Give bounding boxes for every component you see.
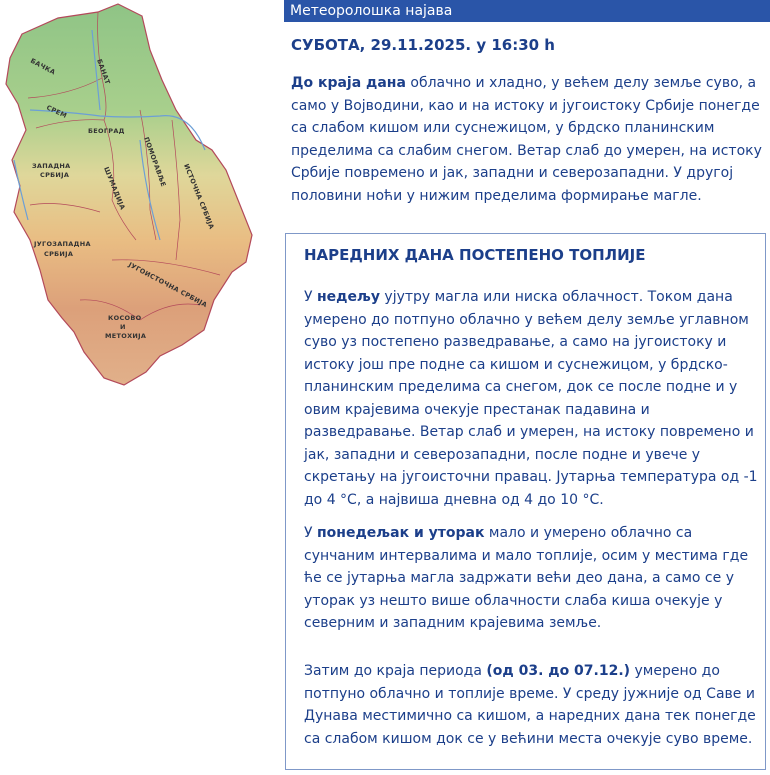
- label-kosovo-2: И: [120, 323, 126, 331]
- label-kosovo-3: МЕТОХИЈА: [105, 332, 147, 340]
- p3-pre: Затим до краја периода: [304, 663, 487, 679]
- serbia-region-map: [0, 0, 280, 395]
- label-istocna: ИСТОЧНА СРБИЈА: [182, 162, 216, 231]
- today-text: облачно и хладно, у већем делу земље суво, а само у Војводини, као и на истоку и југоистоку Србије понегде са слабом кишом или суснежицом, у брдско планинским пределима са слабим снегом. Ветар слаб до умерен, на истоку Србије повремено и јак, западни и северозападни. У другој половини ноћи у нижим пределима формирање магле.: [291, 75, 762, 204]
- p2-bold: понедељак и уторак: [316, 525, 485, 541]
- outlook-box: [285, 233, 766, 770]
- p3-text: умерено до потпуно облачно и топлије време. У среду јужније од Саве и Дунава местимично са кишом, а наредних дана тек понегде са слабом кишом док се у већини места очекује суво време.: [304, 663, 756, 747]
- label-zapadna-1: ЗАПАДНА: [32, 162, 71, 170]
- p1-bold: недељу: [316, 289, 380, 305]
- header-title: Метеоролошка најава: [290, 3, 453, 19]
- p1-pre: У: [304, 289, 317, 305]
- label-srem: СРЕМ: [45, 103, 69, 120]
- label-banat: БАНАТ: [95, 57, 112, 86]
- p2-text: мало и умерено облачно са сунчаним интервалима и мало топлије, осим у местима где ће се јутарња магла задржати већи део дана, а само се у уторак уз нешто више облачности слаба киша очекује у северним и западним крајевима земље.: [304, 525, 749, 631]
- label-jugozapadna-2: СРБИЈА: [44, 250, 74, 258]
- p1-text: ујутру магла или ниска облачност. Током дана умерено до потпуно облачно у већем делу земље углавном суво уз постепено разведравање, а само на југоистоку и истоку још пре подне са кишом и суснежицом, у брдско-планинским пределима са снегом, док се после подне и у овим крајевима очекује престанак падавина и разведравање. Ветар слаб и умерен, на истоку повремено и јак, западни и северозападни, после подне и увече у скретању на југоисточни правац. Јутарња температура од -1 до 4 °C, а највиша дневна од 4 до 10 °C.: [304, 289, 758, 508]
- label-backa: БАЧКА: [29, 56, 57, 77]
- p3-bold: (од 03. до 07.12.): [486, 663, 631, 679]
- label-kosovo-1: КОСОВО: [108, 314, 142, 322]
- label-zapadna-2: СРБИЈА: [40, 171, 70, 179]
- label-jugoistocna: ЈУГОИСТОЧНА СРБИЈА: [127, 260, 209, 310]
- today-forecast: [291, 72, 769, 207]
- label-jugozapadna-1: ЈУГОЗАПАДНА: [34, 240, 91, 248]
- label-beograd: БЕОГРАД: [88, 127, 125, 135]
- outlook-title: НАРЕДНИХ ДАНА ПОСТЕПЕНО ТОПЛИЈЕ: [304, 246, 646, 264]
- outlook-paragraph-mon-tue: [304, 522, 759, 635]
- forecast-date: СУБОТА, 29.11.2025. у 16:30 h: [291, 36, 555, 54]
- outlook-paragraph-later: [304, 660, 759, 750]
- label-pomoravlje: ПОМОРАВЉЕ: [142, 135, 168, 188]
- header-bar: [284, 0, 770, 22]
- today-lead: До краја дана: [291, 75, 406, 91]
- label-sumadija: ШУМАДИЈА: [102, 165, 127, 212]
- outlook-paragraph-sunday: [304, 286, 759, 511]
- p2-pre: У: [304, 525, 317, 541]
